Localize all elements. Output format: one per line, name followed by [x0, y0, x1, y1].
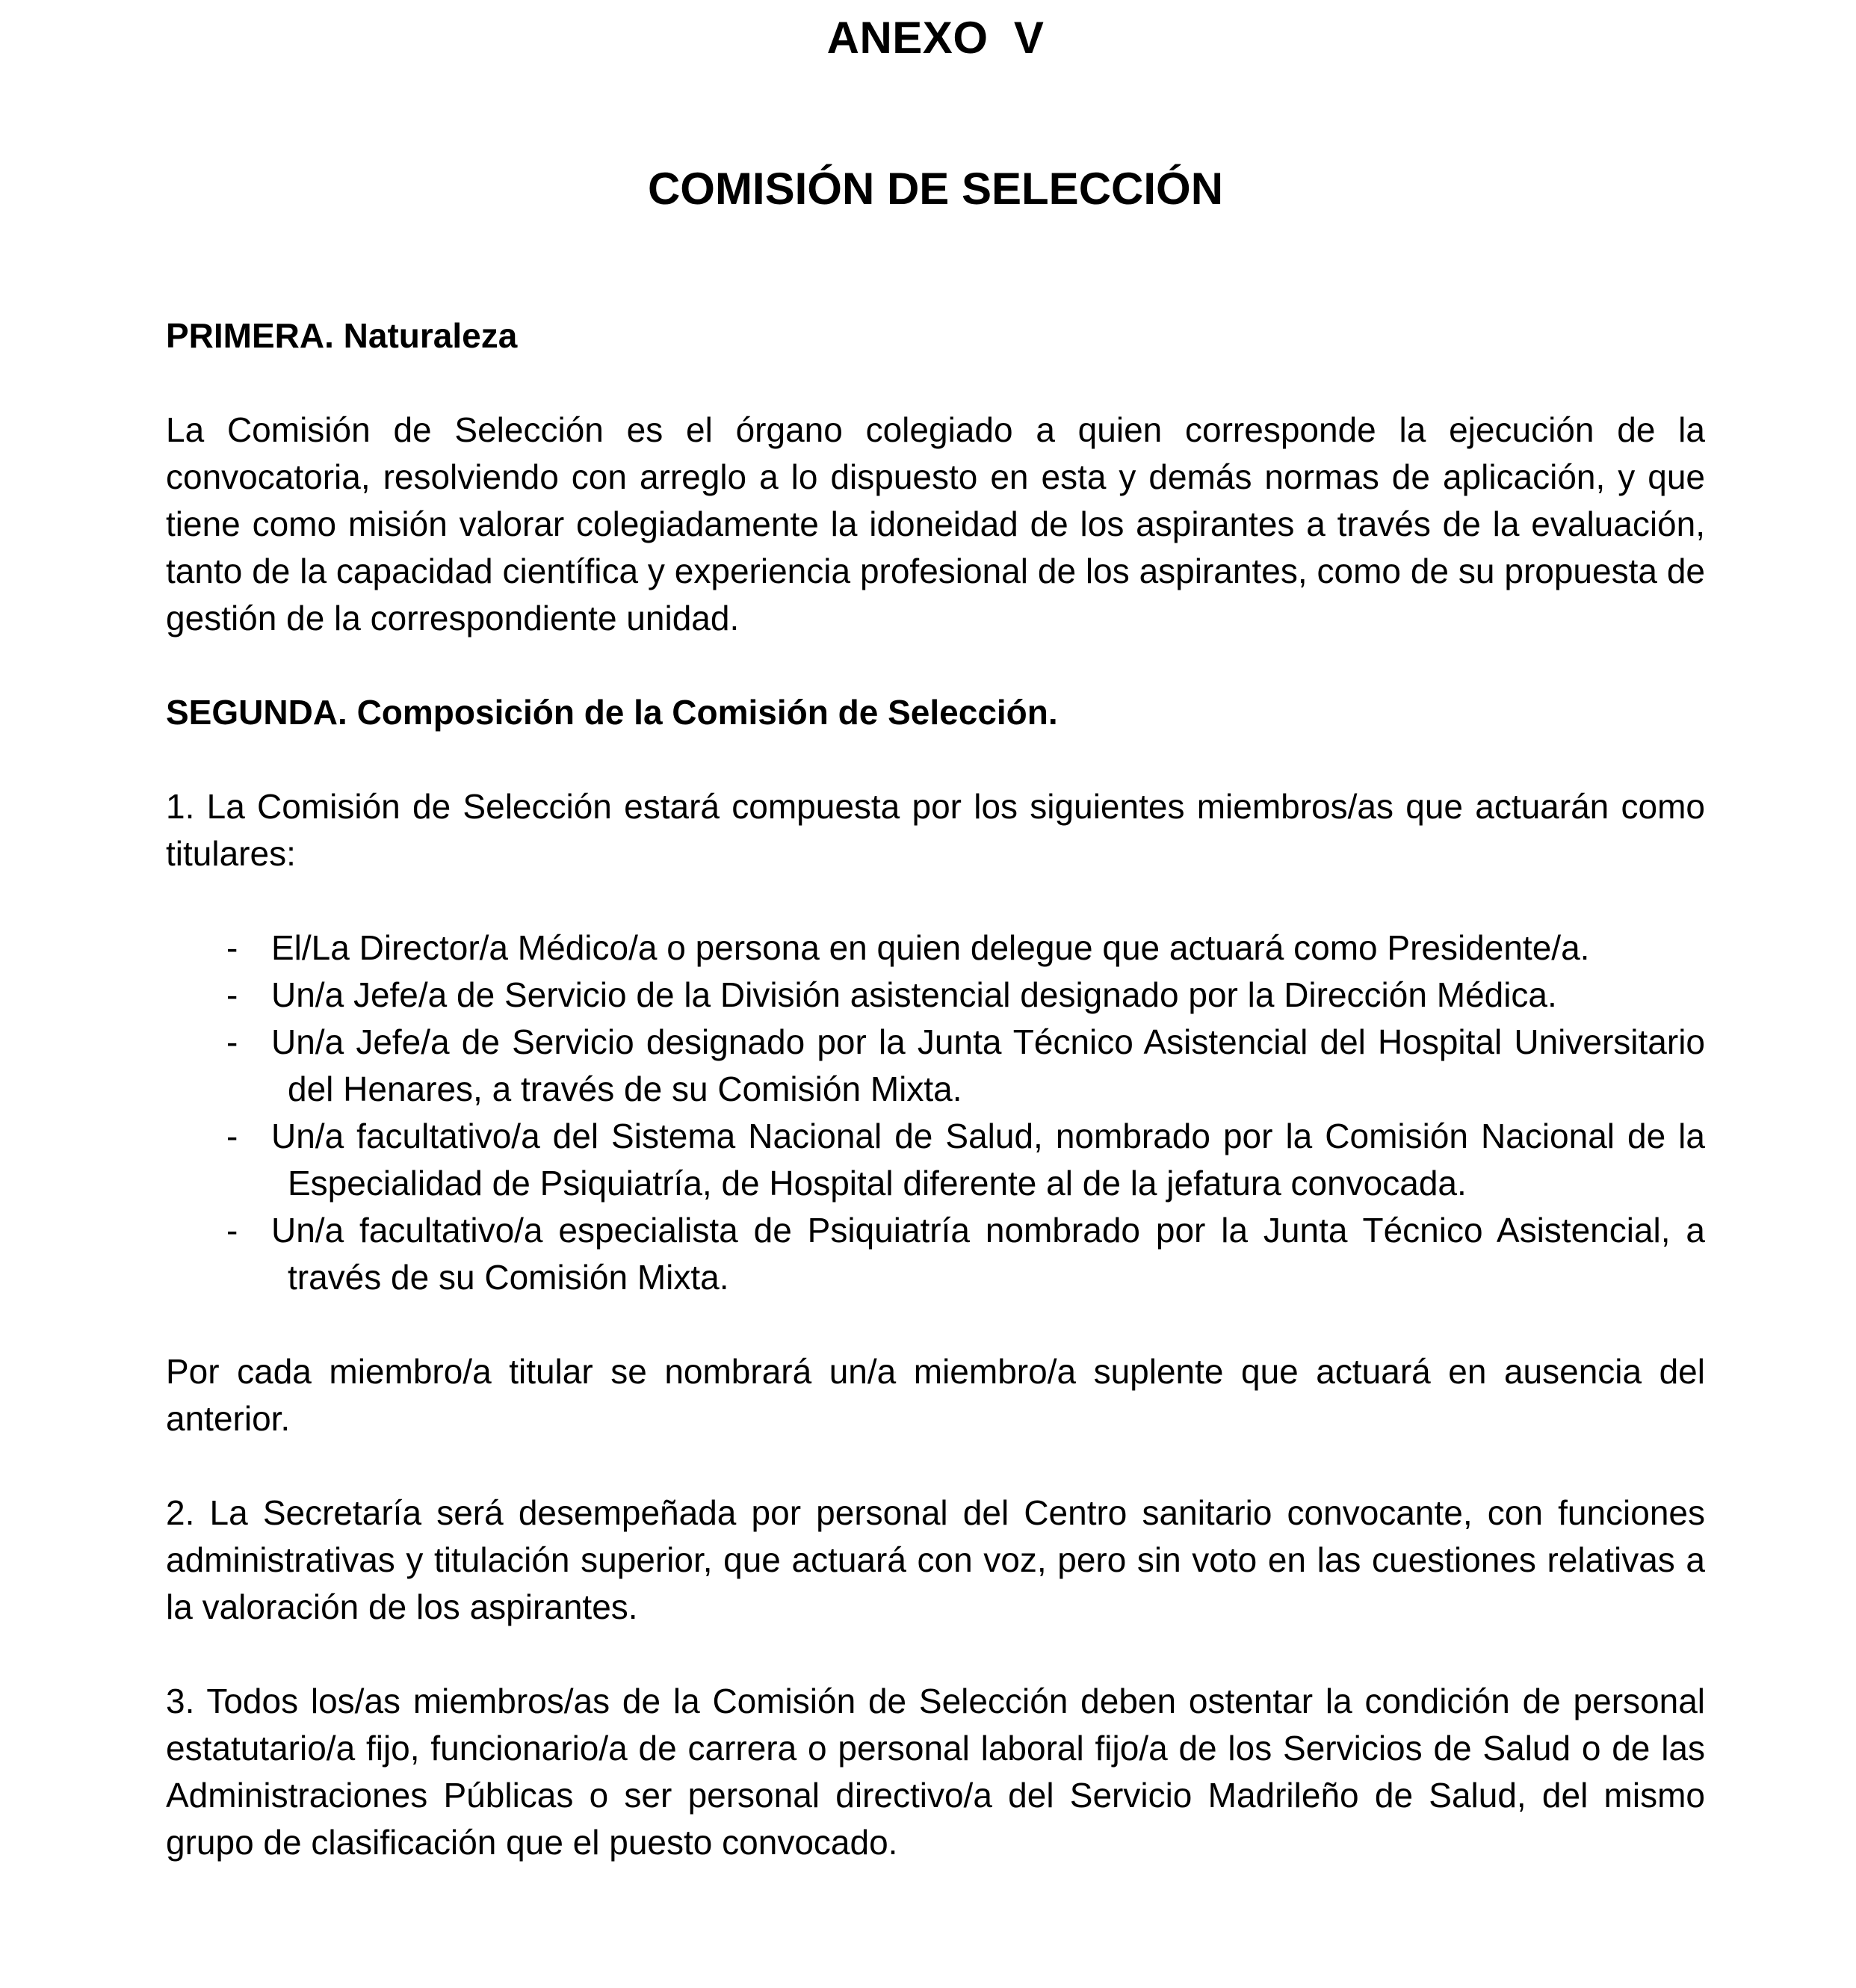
- list-item-text: El/La Director/a Médico/a o persona en quien delegue que actuará como Presidente/a.: [271, 928, 1590, 967]
- section2-paragraph-condicion-personal: 3. Todos los/as miembros/as de la Comisión de Selección deben ostentar la condición de personal estatutario/a fijo, funcionario/a de carrera o personal laboral fijo/a de los Servicios de Salud o de las Administraciones Públicas o ser personal directivo/a del Servicio Madrileño de Salud, del mismo grupo de clasificación que el puesto convocado.: [166, 1682, 1705, 1862]
- list-item-text: Un/a Jefe/a de Servicio de la División asistencial designado por la Dirección Médica.: [271, 975, 1557, 1014]
- section-heading-segunda: SEGUNDA. Composición de la Comisión de Selección.: [166, 693, 1058, 732]
- list-item: [166, 1113, 1705, 1207]
- dash-bullet-marker: -: [226, 1117, 238, 1155]
- section-heading-primera: PRIMERA. Naturaleza: [166, 316, 518, 355]
- list-item-text: Un/a facultativo/a del Sistema Nacional de Salud, nombrado por la Comisión Nacional de la Especialidad de Psiquiatría, de Hospital diferente al de la jefatura convocada.: [271, 1117, 1705, 1203]
- document-title: ANEXO V: [826, 13, 1045, 63]
- dash-bullet-marker: -: [226, 1211, 238, 1250]
- dash-bullet-marker: -: [226, 975, 238, 1014]
- list-item-text: Un/a facultativo/a especialista de Psiquiatría nombrado por la Junta Técnico Asistencial, a través de su Comisión Mixta.: [271, 1211, 1705, 1297]
- section2-paragraph-composicion: 1. La Comisión de Selección estará compuesta por los siguientes miembros/as que actuarán como titulares:: [166, 787, 1705, 873]
- section2-paragraph-suplente: Por cada miembro/a titular se nombrará un/a miembro/a suplente que actuará en ausencia del anterior.: [166, 1352, 1705, 1438]
- list-item: [166, 1207, 1705, 1301]
- list-item: [166, 924, 1705, 972]
- dash-bullet-marker: -: [226, 1022, 238, 1061]
- dash-bullet-marker: -: [226, 928, 238, 967]
- section2-paragraph-secretaria: 2. La Secretaría será desempeñada por personal del Centro sanitario convocante, con funciones administrativas y titulación superior, que actuará con voz, pero sin voto en las cuestiones relativas a la valoración de los aspirantes.: [166, 1493, 1705, 1626]
- list-item: [166, 972, 1705, 1019]
- section1-paragraph-naturaleza: La Comisión de Selección es el órgano colegiado a quien corresponde la ejecución de la convocatoria, resolviendo con arreglo a lo dispuesto en esta y demás normas de aplicación, y que tiene como misión valorar colegiadamente la idoneidad de los aspirantes a través de la evaluación, tanto de la capacidad científica y experiencia profesional de los aspirantes, como de su propuesta de gestión de la correspondiente unidad.: [166, 410, 1705, 638]
- members-list: [166, 924, 1705, 1301]
- list-item-text: Un/a Jefe/a de Servicio designado por la Junta Técnico Asistencial del Hospital Universitario del Henares, a través de su Comisión Mixta.: [271, 1022, 1705, 1108]
- list-item: [166, 1019, 1705, 1113]
- document-subtitle: COMISIÓN DE SELECCIÓN: [647, 164, 1224, 214]
